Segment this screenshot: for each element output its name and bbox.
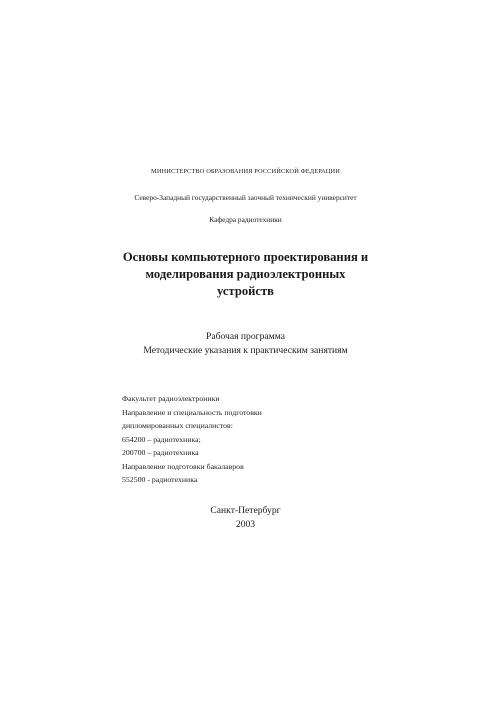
city: Санкт-Петербург — [210, 505, 281, 516]
ministry-heading: МИНИСТЕРСТВО ОБРАЗОВАНИЯ РОССИЙСКОЙ ФЕДЕРАЦИИ — [151, 168, 340, 175]
info-line: дипломированных специалистов: — [122, 421, 233, 430]
info-line: 200700 – радиотехника — [122, 448, 199, 457]
document-subtitle — [0, 330, 491, 358]
faculty-info — [122, 392, 262, 487]
university-name: Северо-Западный государственный заочный технический университет — [134, 193, 357, 202]
title-line: моделирования радиоэлектронных — [145, 267, 346, 281]
subtitle-line: Методические указания к практическим занятиям — [143, 345, 348, 356]
title-line: Основы компьютерного проектирования и — [122, 250, 369, 264]
info-line: Факультет радиоэлектроники — [122, 394, 220, 403]
info-line: 552500 - радиотехника — [122, 475, 198, 484]
document-title — [0, 249, 491, 300]
title-line: устройств — [217, 284, 274, 298]
year: 2003 — [235, 519, 256, 530]
subtitle-line: Рабочая программа — [206, 331, 285, 342]
info-line: Направление подготовки бакалавров — [122, 461, 244, 471]
department-name: Кафедра радиотехники — [209, 215, 282, 224]
info-line: Направление и специальность подготовки — [122, 407, 262, 417]
info-line: 654200 – радиотехника; — [122, 434, 201, 444]
imprint — [0, 504, 491, 532]
